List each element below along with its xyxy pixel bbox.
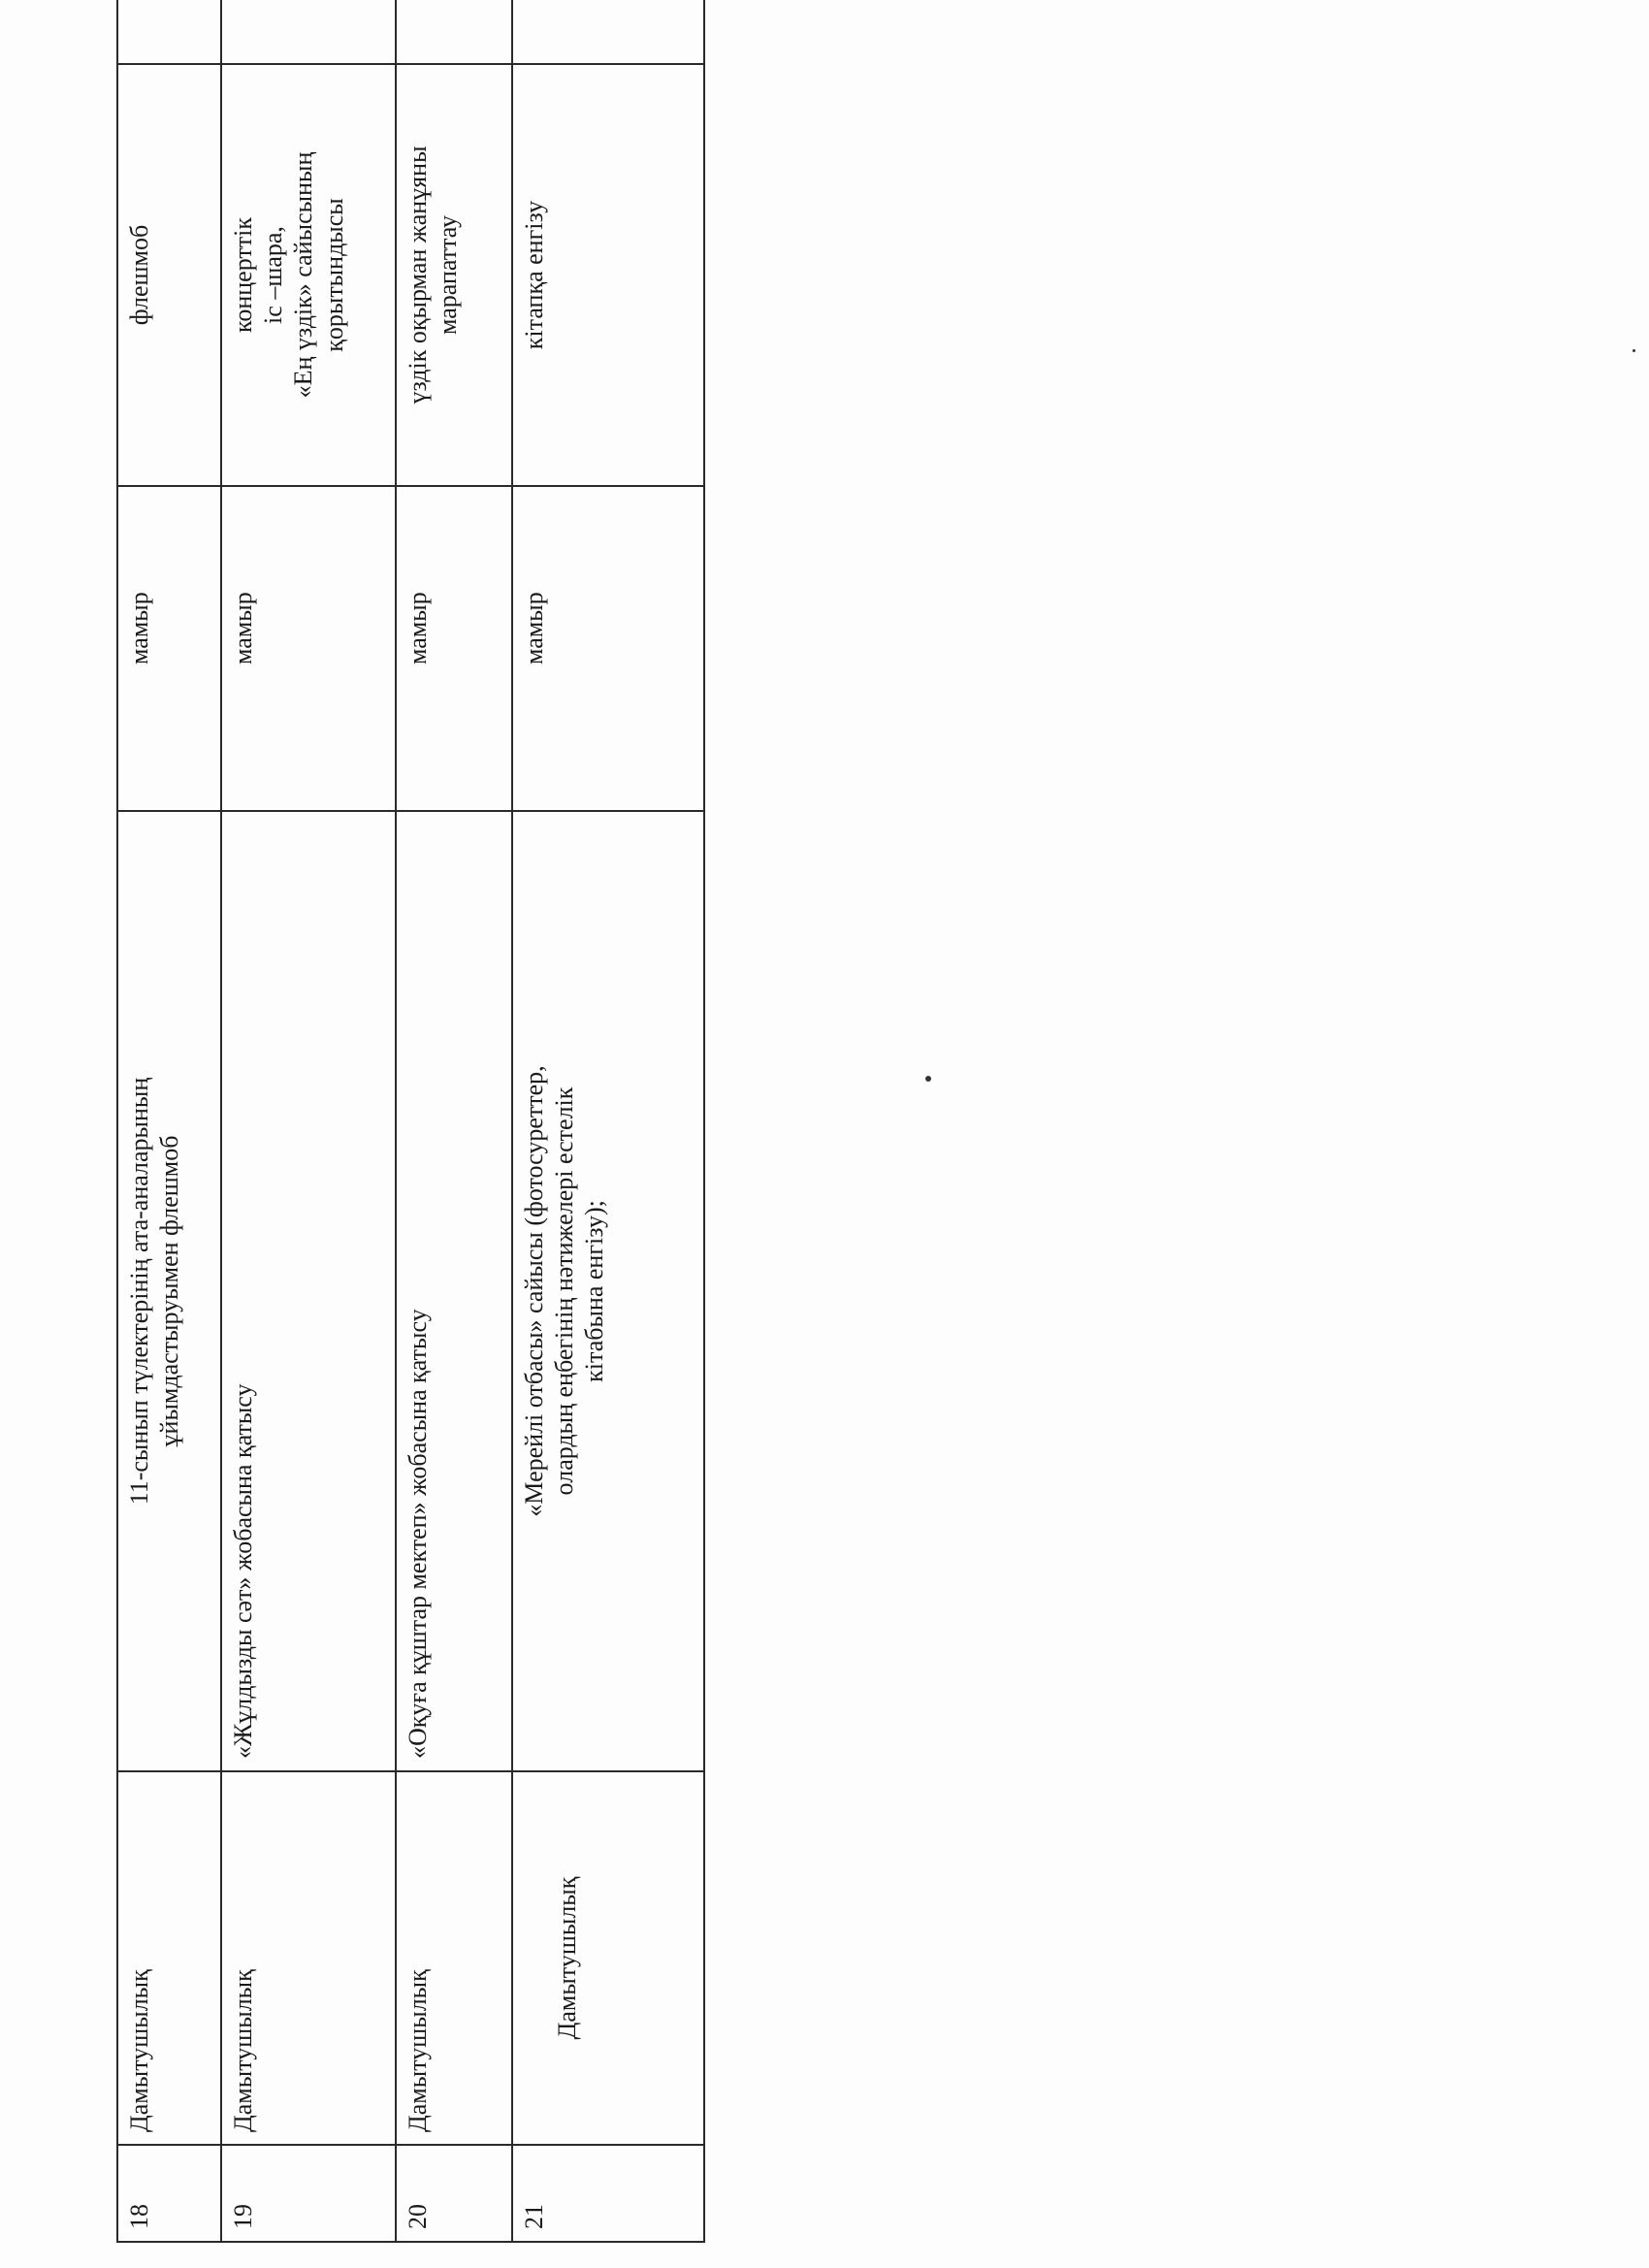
- direction-cell: Дамытушылық: [117, 1771, 221, 2145]
- responsible-cell: [512, 0, 704, 64]
- row-number: 18: [117, 2145, 221, 2242]
- plan-table: [116, 0, 705, 2243]
- scan-speck: [925, 1076, 931, 1082]
- date-cell: мамыр: [221, 486, 396, 811]
- direction-cell: Дамытушылық: [512, 1771, 704, 2145]
- form-cell: концерттік іс –шара, «Ең үздік» сайысының қорытындысы: [221, 64, 396, 486]
- responsible-cell: [117, 0, 221, 64]
- direction-cell: Дамытушылық: [396, 1771, 512, 2145]
- date-cell: мамыр: [396, 486, 512, 811]
- date-cell: мамыр: [117, 486, 221, 811]
- date-cell: мамыр: [512, 486, 704, 811]
- scan-speck: [1633, 349, 1635, 352]
- form-cell: үздік оқырман жанұяны марапаттау: [396, 64, 512, 486]
- form-cell: флешмоб: [117, 64, 221, 486]
- direction-cell: Дамытушылық: [221, 1771, 396, 2145]
- row-number: 21: [512, 2145, 704, 2242]
- activity-cell: «Жұлдызды сәт» жобасына қатысу: [221, 811, 396, 1771]
- row-number: 20: [396, 2145, 512, 2242]
- table-row: [221, 0, 396, 2242]
- row-number: 19: [221, 2145, 396, 2242]
- activity-cell: 11-сынып түлектерінің ата-аналарының ұйымдастыруымен флешмоб: [117, 811, 221, 1771]
- activity-cell: «Оқуға құштар мектеп» жобасына қатысу: [396, 811, 512, 1771]
- rotated-table: [116, 21, 674, 2243]
- table-row: [512, 0, 704, 2242]
- activity-cell: «Мерейлі отбасы» сайысы (фотосуреттер, олардың еңбегінің нәтижелері естелік кітабына енгізу);: [512, 811, 704, 1771]
- table-row: [396, 0, 512, 2242]
- form-cell: кітапқа енгізу: [512, 64, 704, 486]
- table-row: [117, 0, 221, 2242]
- responsible-cell: [221, 0, 396, 64]
- responsible-cell: [396, 0, 512, 64]
